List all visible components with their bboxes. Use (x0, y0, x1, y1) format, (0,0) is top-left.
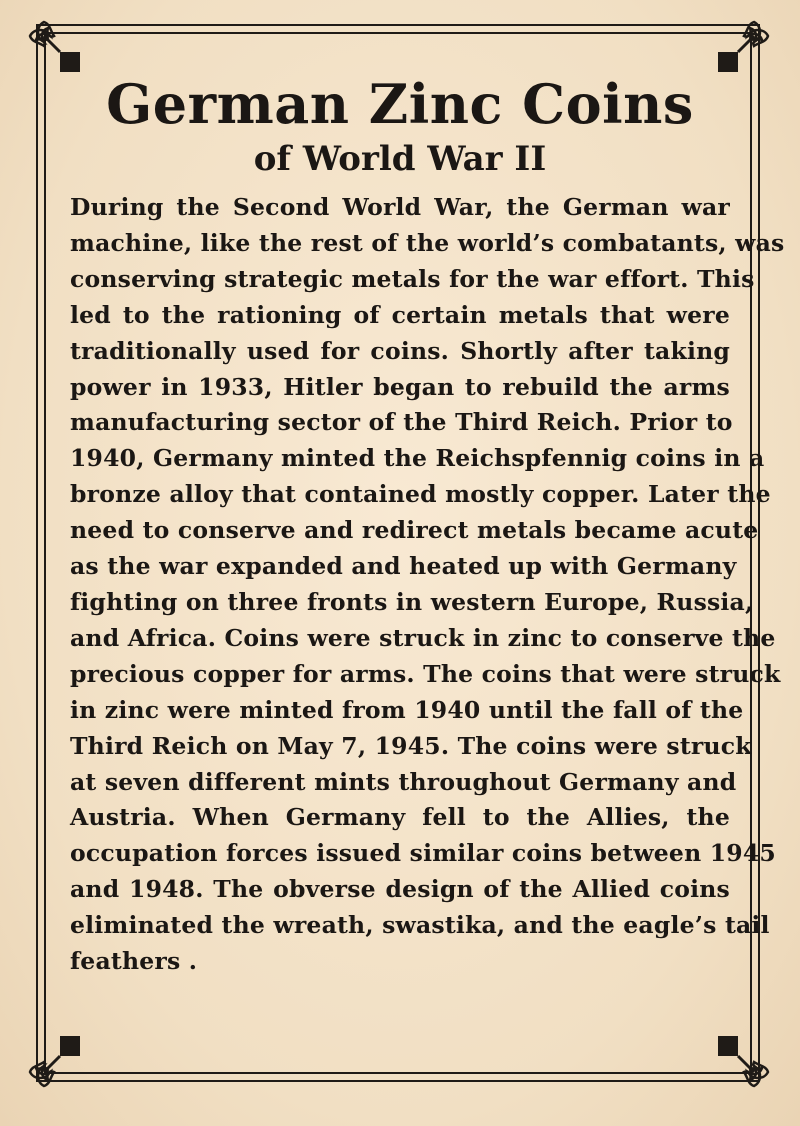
body-line: During the Second World War, the German war (70, 193, 730, 221)
body-line: and Africa. Coins were struck in zinc to conserve the (70, 623, 776, 652)
body-line: traditionally used for coins. Shortly after taking (70, 336, 730, 365)
body-line: bronze alloy that contained mostly copper. Later the (70, 480, 771, 509)
body-line: eliminated the wreath, swastika, and the eagle’s tail (70, 911, 770, 940)
document-subtitle: of World War II (253, 139, 547, 179)
body-line: 1940, Germany minted the Reichspfennig coins in a (70, 444, 765, 473)
fleur-de-lis-corner-icon (712, 16, 774, 78)
body-line: at seven different mints throughout Germany and (70, 767, 737, 796)
fleur-de-lis-corner-icon (24, 1030, 86, 1092)
document-title: German Zinc Coins (106, 72, 694, 136)
body-line: Third Reich on May 7, 1945. The coins were struck (70, 731, 752, 760)
body-line: fighting on three fronts in western Europe, Russia, (70, 587, 754, 616)
body-line: occupation forces issued similar coins between 1945 (70, 839, 776, 868)
body-line: manufacturing sector of the Third Reich. Prior to (70, 408, 733, 437)
body-line: precious copper for arms. The coins that were struck (70, 659, 781, 688)
body-line: as the war expanded and heated up with Germany (70, 552, 737, 581)
body-line: need to conserve and redirect metals became acute (70, 516, 759, 545)
body-line: in zinc were minted from 1940 until the fall of the (70, 695, 744, 724)
document-content (70, 72, 785, 980)
body-line: power in 1933, Hitler began to rebuild the arms (70, 372, 730, 401)
fleur-de-lis-corner-icon (712, 1030, 774, 1092)
body-line: and 1948. The obverse design of the Allied coins (70, 875, 730, 904)
body-line: machine, like the rest of the world’s combatants, was (70, 228, 785, 257)
body-line: led to the rationing of certain metals that were (70, 300, 730, 329)
body-paragraph (70, 190, 785, 980)
body-line: feathers . (70, 947, 198, 976)
fleur-de-lis-corner-icon (24, 16, 86, 78)
body-line: conserving strategic metals for the war effort. This (70, 264, 755, 293)
body-line: Austria. When Germany fell to the Allies, the (70, 803, 730, 832)
